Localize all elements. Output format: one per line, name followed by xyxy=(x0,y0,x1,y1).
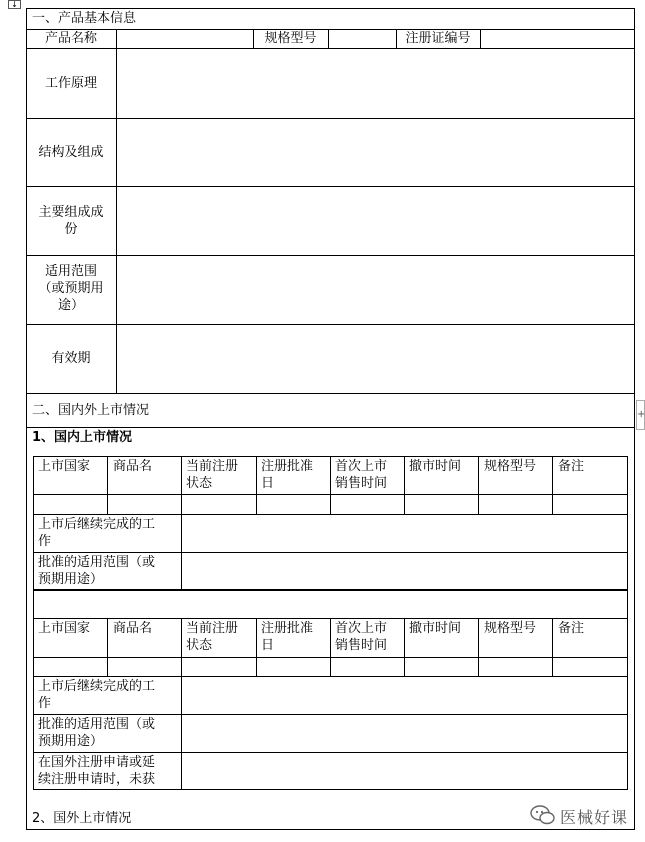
vline xyxy=(181,456,182,590)
th-approval-date: 注册批准 日 xyxy=(261,459,314,491)
label-follow-up: 上市后继续完成的工 作 xyxy=(38,679,156,711)
vline xyxy=(478,618,479,677)
section1-heading: 一、产品基本信息 xyxy=(32,11,137,26)
hline xyxy=(26,48,635,49)
th-trade-name: 商品名 xyxy=(113,459,153,474)
hline xyxy=(26,393,635,394)
label-structure: 结构及组成 xyxy=(38,145,104,160)
label-model: 规格型号 xyxy=(264,31,317,46)
label-foreign-renewal: 在国外注册申请或延 续注册申请时，未获 xyxy=(38,755,156,787)
th-country: 上市国家 xyxy=(38,621,91,636)
vline xyxy=(552,618,553,677)
th-trade-name: 商品名 xyxy=(113,621,153,636)
th-withdrawal: 撤市时间 xyxy=(409,459,462,474)
table-move-handle[interactable]: ↓ xyxy=(8,0,21,9)
th-model: 规格型号 xyxy=(484,621,537,636)
hline xyxy=(26,186,635,187)
wechat-icon xyxy=(530,804,556,826)
hline xyxy=(33,752,628,753)
vline xyxy=(404,618,405,677)
vline xyxy=(330,618,331,677)
hline xyxy=(26,118,635,119)
label-main-components: 主要组成成 份 xyxy=(38,205,104,237)
label-product-name: 产品名称 xyxy=(44,31,97,46)
label-working-principle: 工作原理 xyxy=(44,76,97,91)
vline xyxy=(328,29,329,49)
vline xyxy=(107,456,108,514)
th-remark: 备注 xyxy=(558,621,585,636)
hline xyxy=(26,427,635,428)
th-first-sale: 首次上市 销售时间 xyxy=(335,459,388,491)
vline xyxy=(256,456,257,514)
watermark-text: 医械好课 xyxy=(560,808,629,827)
vline xyxy=(256,618,257,677)
vline xyxy=(552,456,553,514)
th-withdrawal: 撤市时间 xyxy=(409,621,462,636)
hline xyxy=(33,552,628,553)
hline xyxy=(26,255,635,256)
vline xyxy=(478,456,479,514)
label-validity: 有效期 xyxy=(51,351,91,366)
label-follow-up: 上市后继续完成的工 作 xyxy=(38,517,156,549)
section2-heading: 二、国内外上市情况 xyxy=(32,403,150,418)
th-country: 上市国家 xyxy=(38,459,91,474)
watermark xyxy=(530,804,640,826)
domestic-heading: 1、国内上市情况 xyxy=(32,430,133,445)
th-approval-date: 注册批准 日 xyxy=(261,621,314,653)
hline xyxy=(33,514,628,515)
label-intended-use: 适用范围 （或预期用 途） xyxy=(38,264,104,313)
vline xyxy=(480,29,481,49)
th-current-status: 当前注册 状态 xyxy=(186,621,239,653)
vline xyxy=(404,456,405,514)
hline xyxy=(33,714,628,715)
vline xyxy=(116,29,117,393)
label-approved-scope: 批准的适用范围（或 预期用途） xyxy=(38,555,156,587)
th-current-status: 当前注册 状态 xyxy=(186,459,239,491)
hline xyxy=(26,324,635,325)
label-reg-no: 注册证编号 xyxy=(405,31,471,46)
th-remark: 备注 xyxy=(558,459,585,474)
foreign-heading: 2、国外上市情况 xyxy=(32,811,132,826)
table-expand-handle[interactable]: + xyxy=(636,400,645,430)
vline xyxy=(181,618,182,790)
th-model: 规格型号 xyxy=(484,459,537,474)
vline xyxy=(107,618,108,677)
label-approved-scope: 批准的适用范围（或 预期用途） xyxy=(38,717,156,749)
vline xyxy=(330,456,331,514)
th-first-sale: 首次上市 销售时间 xyxy=(335,621,388,653)
hline xyxy=(26,29,635,30)
